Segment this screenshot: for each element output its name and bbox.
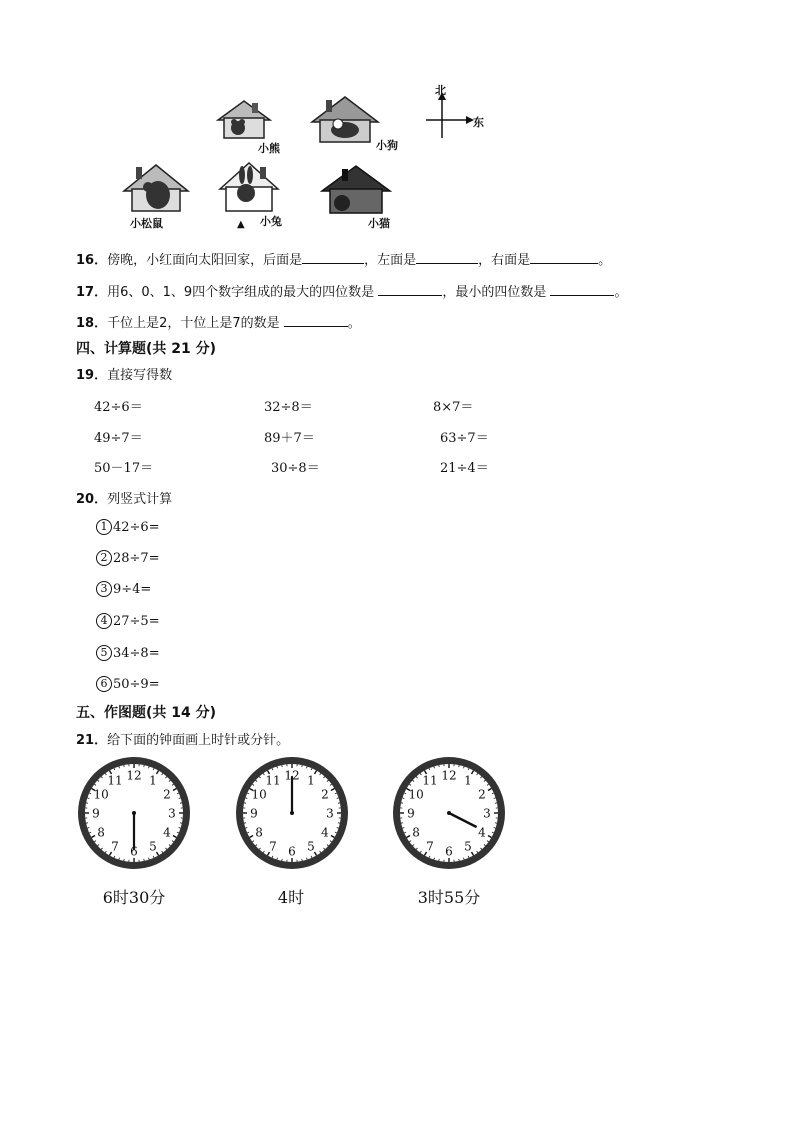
clock-number: 3 — [483, 806, 491, 821]
vertical-calc-item — [96, 550, 160, 566]
vertical-calc-item — [96, 613, 160, 629]
house-label: 小狗 — [376, 139, 398, 152]
question-number: 19． — [76, 368, 108, 383]
vertical-calc-item — [96, 581, 151, 597]
calc-item: 21÷4＝ — [440, 461, 489, 476]
question-number: 18． — [76, 316, 108, 331]
clock-number: 1 — [464, 773, 472, 788]
circled-number: 6 — [96, 676, 112, 692]
clock-face-3[interactable] — [390, 754, 508, 872]
clock-center — [132, 811, 136, 815]
calc-item: 50－17＝ — [94, 461, 154, 476]
question-text: 。 — [347, 316, 361, 331]
clock-face-1[interactable] — [75, 754, 193, 872]
answer-blank[interactable] — [284, 314, 348, 327]
question-17 — [76, 281, 628, 300]
question-19 — [76, 364, 172, 383]
clock-number: 2 — [478, 787, 486, 802]
clock-number: 10 — [251, 787, 267, 802]
clock-number: 11 — [107, 773, 123, 788]
circled-number: 5 — [96, 645, 112, 661]
clock-number: 5 — [464, 839, 472, 854]
question-text: 用6、0、1、9四个数字组成的最大的四位数是 — [107, 285, 375, 300]
answer-blank[interactable] — [530, 251, 598, 264]
clock-caption: 3时55分 — [417, 888, 481, 907]
triangle-marker-icon: ▲ — [237, 219, 245, 230]
section-4-title: 四、计算题(共 21 分) — [76, 341, 217, 357]
question-number: 16． — [76, 253, 108, 268]
clock-number: 12 — [126, 768, 142, 783]
house-label: 小兔 — [260, 215, 282, 228]
question-number: 17． — [76, 285, 108, 300]
question-number: 21． — [76, 733, 108, 748]
question-text: 傍晚，小红面向太阳回家，后面是 — [107, 253, 303, 268]
clock-number: 6 — [130, 844, 138, 859]
question-number: 20． — [76, 492, 108, 507]
clock-number: 11 — [422, 773, 438, 788]
cat-house-image — [318, 163, 394, 215]
question-text: 给下面的钟面画上时针或分针。 — [107, 733, 290, 748]
calc-item: 8×7＝ — [433, 400, 474, 415]
clock-number: 8 — [97, 825, 105, 840]
rabbit-house-image — [216, 159, 282, 215]
clock-caption: 4时 — [277, 888, 305, 907]
question-text: ，左面是 — [364, 253, 417, 268]
bear-house-image — [214, 98, 274, 140]
clock-number: 7 — [426, 839, 434, 854]
circled-number: 3 — [96, 581, 112, 597]
question-text: 列竖式计算 — [107, 492, 173, 507]
calc-expression: 28÷7= — [113, 550, 160, 566]
calc-expression: 50÷9= — [113, 676, 160, 692]
clock-center — [447, 811, 451, 815]
calc-item: 32÷8＝ — [264, 400, 313, 415]
question-text: ，最小的四位数是 — [442, 285, 547, 300]
calc-item: 42÷6＝ — [94, 400, 143, 415]
circled-number: 2 — [96, 550, 112, 566]
clock-number: 8 — [255, 825, 263, 840]
clock-number: 3 — [326, 806, 334, 821]
clock-number: 5 — [307, 839, 315, 854]
clock-number: 4 — [478, 825, 486, 840]
calc-item: 63÷7＝ — [440, 431, 489, 446]
calc-expression: 42÷6= — [113, 519, 160, 535]
clock-number: 6 — [445, 844, 453, 859]
question-text: ，右面是 — [478, 253, 531, 268]
calc-expression: 27÷5= — [113, 613, 160, 629]
calc-expression: 34÷8= — [113, 645, 160, 661]
clock-number: 7 — [269, 839, 277, 854]
clock-number: 10 — [408, 787, 424, 802]
circled-number: 1 — [96, 519, 112, 535]
answer-blank[interactable] — [416, 251, 478, 264]
clock-number: 6 — [288, 844, 296, 859]
question-text: 千位上是2，十位上是7的数是 — [107, 316, 280, 331]
compass-east-label: 东 — [473, 116, 484, 129]
question-16 — [76, 249, 611, 268]
dog-house-image — [308, 94, 382, 144]
clock-number: 3 — [168, 806, 176, 821]
calc-item: 49÷7＝ — [94, 431, 143, 446]
house-label: 小松鼠 — [130, 217, 163, 230]
clock-caption: 6时30分 — [102, 888, 166, 907]
clock-number: 11 — [265, 773, 281, 788]
answer-blank[interactable] — [378, 283, 442, 296]
circled-number: 4 — [96, 613, 112, 629]
section-5-title: 五、作图题(共 14 分) — [76, 705, 217, 721]
clock-number: 4 — [321, 825, 329, 840]
clock-number: 9 — [92, 806, 100, 821]
question-text: 。 — [598, 253, 612, 268]
clock-number: 5 — [149, 839, 157, 854]
squirrel-house-image — [120, 161, 192, 213]
clock-number: 12 — [441, 768, 457, 783]
clock-number: 10 — [93, 787, 109, 802]
vertical-calc-item — [96, 676, 160, 692]
clock-center — [290, 811, 294, 815]
question-18 — [76, 312, 361, 331]
question-21 — [76, 729, 289, 748]
answer-blank[interactable] — [550, 283, 614, 296]
calc-item: 30÷8＝ — [271, 461, 320, 476]
clock-number: 7 — [111, 839, 119, 854]
clock-number: 8 — [412, 825, 420, 840]
calc-expression: 9÷4= — [113, 581, 152, 597]
house-label: 小猫 — [368, 217, 390, 230]
vertical-calc-item — [96, 645, 160, 661]
clock-face-2[interactable] — [233, 754, 351, 872]
clock-number: 2 — [321, 787, 329, 802]
compass-north-label: 北 — [435, 84, 446, 97]
clock-number: 1 — [149, 773, 157, 788]
vertical-calc-item — [96, 519, 160, 535]
question-text: 。 — [614, 285, 628, 300]
clock-number: 12 — [284, 768, 300, 783]
clock-number: 1 — [307, 773, 315, 788]
question-text: 直接写得数 — [107, 368, 173, 383]
question-20 — [76, 488, 172, 507]
calc-item: 89＋7＝ — [264, 431, 315, 446]
clock-number: 9 — [250, 806, 258, 821]
house-label: 小熊 — [258, 142, 280, 155]
answer-blank[interactable] — [302, 251, 364, 264]
clock-number: 9 — [407, 806, 415, 821]
clock-number: 2 — [163, 787, 171, 802]
clock-number: 4 — [163, 825, 171, 840]
compass-icon — [424, 90, 476, 142]
